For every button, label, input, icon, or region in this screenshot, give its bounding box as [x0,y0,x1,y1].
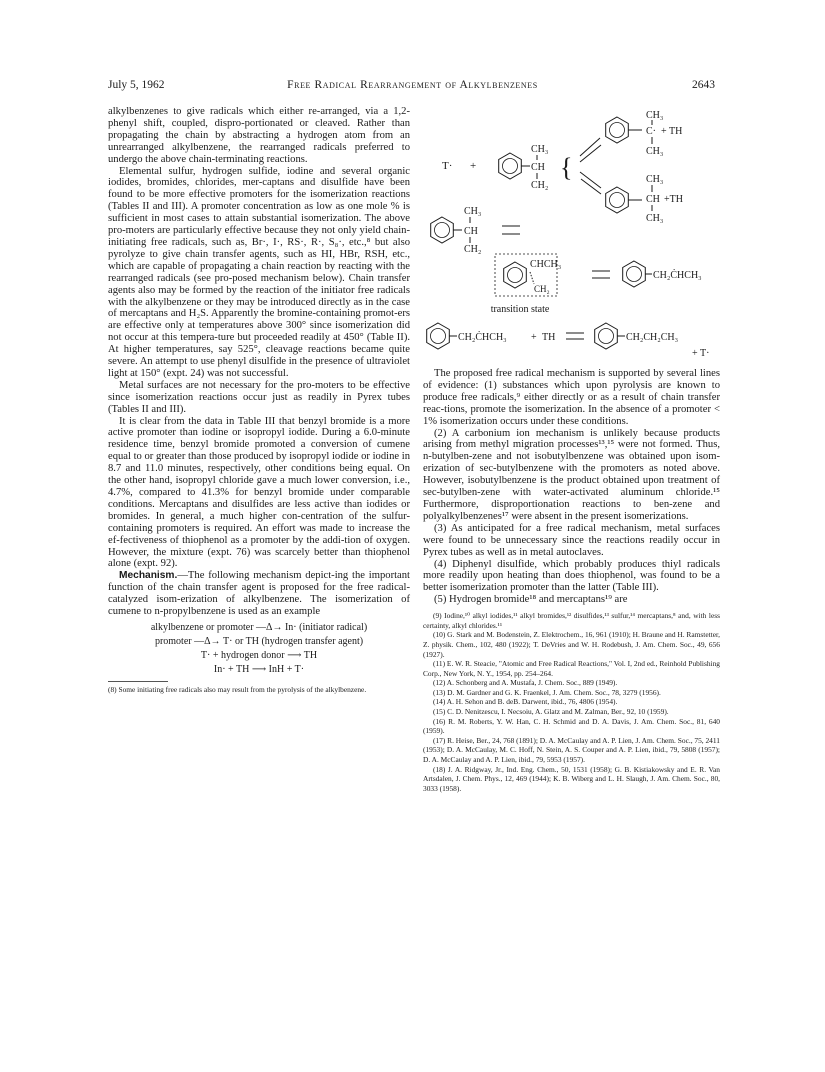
svg-text:CH₂: CH₂ [534,284,550,294]
svg-text:+TH: +TH [664,194,683,205]
svg-text:CH₃: CH₃ [464,206,482,217]
initiator-radical: T· [442,160,453,172]
paragraph: It is clear from the data in Table III that benzyl bromide is a more active promoter than iodine or isopropyl iodide. During a 6.0-minute residence time, benzyl bromide promoted a conversion of cumene equal to or greater than those produced by isopropyl iodide or iodine in 8.7 and 11.0 minutes, respectively, other conditions being equal. On the other hand, isopropyl chloride gave a much lower conversion, i.e., 4.7%, compared to 41.3% for benzyl bromide under comparable conditions. Mercaptans and disulfides are less active than iodides or bromides. In general, a much higher con-centration of the sulfur-containing promoters is required. An effort was made to increase the ef-fectiveness of thiophenol as a promoter by the addi-tion of oxygen. However, the mixture (expt. 76) was scarcely better than thiophenol alone (expt. 92). [108,415,410,570]
mechanism-heading: Mechanism. [119,570,178,582]
reference: (11) E. W. R. Steacie, "Atomic and Free Radical Reactions," Vol. I, 2nd ed., Reinhold Publishing Corp., New York, N. Y., 1954, pp. 254–264. [423,659,720,678]
benzene-ring-icon [431,217,454,243]
benzene-ring-icon [504,262,527,288]
benzene-ring-icon [499,153,522,179]
reference: (16) R. M. Roberts, Y. W. Han, C. H. Schmid and D. A. Davis, J. Am. Chem. Soc., 81, 640 (1959). [423,716,720,736]
svg-text:CH₃: CH₃ [531,144,549,155]
paragraph: alkylbenzenes to give radicals which either re-arranged, via a 1,2-phenyl shift, coupled, dispro-portionated or cleaved. Rather than propagating the chain by abstracting a hydrogen atom from an unrearranged alkylbenzene, the rearranged radicals preferred to undergo the above chain-terminating reactions. [108,106,410,165]
svg-text:CHCH₃: CHCH₃ [530,259,562,270]
benzene-ring-icon [427,323,450,349]
brace: { [560,153,573,182]
benzene-ring-icon [595,323,618,349]
benzene-ring-icon [606,117,629,143]
mechanism-paragraph [108,570,410,618]
reference: (17) R. Heise, Ber., 24, 768 (1891); D. A. McCaulay and A. P. Lien, J. Am. Chem. Soc., 75, 2411 (1953); D. A. McCaulay, M. C. Hoff, N. Stein, A. S. Couper and A. P. Lien, ibid., 79, 5808 (1957); D. A. McCaulay and A. P. Lien, ibid., 79, 5953 (1957). [423,735,720,765]
svg-text:+ TH: + TH [661,126,683,137]
svg-text:C·: C· [646,126,656,137]
mechanism-equations [108,621,410,677]
right-column [423,368,720,793]
svg-text:+: + [531,332,537,343]
svg-text:CH₂ĊHCH₃: CH₂ĊHCH₃ [653,270,702,281]
footnote-rule [108,681,168,682]
references [423,611,720,793]
reference: (9) Iodine,¹⁰ alkyl iodides,¹¹ alkyl bromides,¹² disulfides,¹³ sulfur,¹⁴ mercaptans,⁸ and, with less certainty, alkyl chlorides.¹¹ [423,611,720,630]
reference: (15) C. D. Nenitzescu, I. Necsoiu, A. Glatz and M. Zalman, Ber., 92, 10 (1959). [433,707,669,717]
svg-text:CH₃: CH₃ [646,213,664,224]
svg-text:CH: CH [646,194,660,205]
paragraph: (5) Hydrogen bromide¹⁸ and mercaptans¹⁹ are [434,594,628,606]
svg-text:CH₂: CH₂ [531,180,549,191]
paragraph: (2) A carbonium ion mechanism is unlikely because products arising from methyl migration processes¹³,¹⁵ were not formed. Thus, n-butylben-zene and not isobutylbenzene was obtained upon isom-erization of sec-butylbenzene with the promoters as noted above. However, isobutylbenzene is the product obtained upon treatment of sec-butylben-zene with water-activated aluminum chloride.¹⁵ Furthermore, disproportionation reactions to ben-zene and polyalkylbenzenes¹⁷ were absent in the present isomerizations. [423,427,720,522]
svg-text:CH₂: CH₂ [464,244,482,255]
svg-text:CH: CH [464,226,478,237]
reference: (18) J. A. Ridgway, Jr., Ind. Eng. Chem., 50, 1531 (1958); G. B. Kistiakowsky and E. R. Van Artsdalen, J. Chem. Phys., 12, 469 (1944); K. B. Wiberg and L. H. Slaugh, J. Am. Chem. Soc., 80, 3033 (1958). [423,764,720,793]
reference: (10) G. Stark and M. Bodenstein, Z. Elektrochem., 16, 961 (1910); H. Braune and H. Ramstetter, Z. physik. Chem., 102, 480 (1922); T. DeVries and W. H. Rodebush, J. Am. Chem. Soc., 49, 656 (1927). [423,630,720,659]
left-column [108,106,410,694]
equation: alkylbenzene or promoter —Δ→ In· (initiator radical) [150,621,368,633]
reference: (14) A. H. Sehon and B. deB. Darwent, ibid., 76, 4806 (1954). [433,697,618,707]
paragraph: (3) As anticipated for a free radical mechanism, metal surfaces were found to be unnecessary since the reactions readily occur in Pyrex tubes as well as in metal autoclaves. [423,522,720,558]
paragraph: Metal surfaces are not necessary for the pro-moters to be effective since isomerization reactions occur just as readily in Pyrex tubes (Tables II and III). [108,379,410,415]
svg-text:TH: TH [542,332,556,343]
benzene-ring-icon [623,261,646,287]
equation: T· + hydrogen donor ⟶ TH [200,649,318,661]
header-date: July 5, 1962 [108,79,165,91]
equation: In· + TH ⟶ InH + T· [213,663,305,675]
svg-text:CH₃: CH₃ [646,110,664,121]
page-number: 2643 [692,79,715,91]
svg-text:CH₂CH₂CH₃: CH₂CH₂CH₃ [626,332,679,343]
paragraph: (4) Diphenyl disulfide, which probably produces thiyl radicals more readily upon heating than does thiophenol, was found to be a better isomerization promoter than the latter (Table III). [423,558,720,594]
reference: (12) A. Schonberg and A. Mustafa, J. Chem. Soc., 889 (1949). [433,678,618,688]
svg-text:CH₂ĊHCH₃: CH₂ĊHCH₃ [458,332,507,343]
svg-text:CH₃: CH₃ [646,146,664,157]
svg-text:+ T·: + T· [692,348,710,359]
reference: (13) D. M. Gardner and G. K. Fraenkel, J. Am. Chem. Soc., 78, 3279 (1956). [433,687,661,697]
footnote: (8) Some initiating free radicals also may result from the pyrolysis of the alkylbenzene. [108,684,367,694]
equation: promoter —Δ→ T· or TH (hydrogen transfer agent) [154,635,364,647]
running-title: Free Radical Rearrangement of Alkylbenzenes [287,79,538,91]
mechanism-text: —The following mechanism depict-ing the important function of the chain transfer agent is proposed for the free radical-catalyzed isom-erization of alkylbenzene. The isomerization of cumene to n-propylbenzene is used as an example [108,570,410,618]
plus-sign: + [470,160,477,172]
svg-text:CH₃: CH₃ [646,174,664,185]
paragraph: The proposed free radical mechanism is supported by several lines of evidence: (1) substances which upon pyrolysis are known to produce free radicals,⁹ either directly or as a result of chain transfer reac-tions, promote the isomerization. In the absence of a promoter < 1% isomerization occurs under these conditions. [423,368,720,427]
transition-state-label: transition state [490,304,550,315]
benzene-ring-icon [606,187,629,213]
svg-text:CH: CH [531,162,545,173]
paragraph: Elemental sulfur, hydrogen sulfide, iodine and several organic iodides, bromides, chlorides, mer-captans and disulfide have been found to be more effective promoters for the isomerization reactions (Tables II and III). A promoter concentration as low as one mole % is sufficient in most cases to attain substantial isomerization. The above pro-moters are particularly effective because they not only yield chain-initiating free radicals, such as, Br·, I·, RS·, R·, S₈·, etc.,⁸ but also pyrolyze to give chain transfer agents, such as HI, HBr, RSH, etc., which are capable of propagating a chain reaction by reacting with the rearranged radicals (see pro-posed mechanism below). Chain transfer agents also may be formed by the reaction of the initiator free radicals with the alkylbenzene or they may be introduced directly as in the case of mercaptans and H₂S. Apparently the bromine-containing promot-ers are effective only at temperatures above 300° since isomerization did not occur at this tempera-ture but proceeded readily at 450° (Table II). At higher temperatures, say 525°, cleavage reactions became quite severe. An attempt to use phenyl disulfide in the presence of ultraviolet light at 150° (expt. 24) was not successful. [108,165,410,379]
reaction-scheme [420,104,730,364]
